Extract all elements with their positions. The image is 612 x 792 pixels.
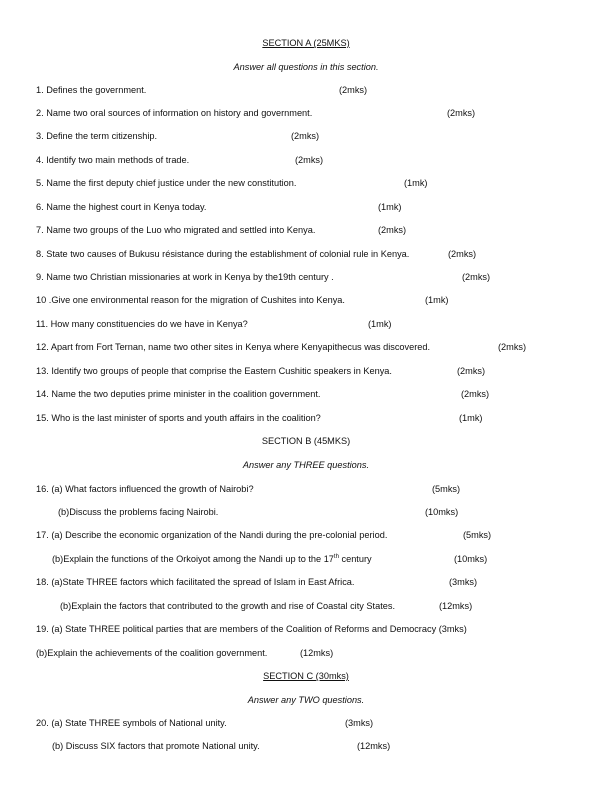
question-4: 4. Identify two main methods of trade. <box>36 155 190 165</box>
question-5-marks: (1mk) <box>404 178 428 188</box>
question-15: 15. Who is the last minister of sports and youth affairs in the coalition? <box>36 413 321 423</box>
question-14: 14. Name the two deputies prime minister in the coalition government. <box>36 389 321 399</box>
question-1-marks: (2mks) <box>339 85 368 95</box>
question-18b: (b)Explain the factors that contributed to the growth and rise of Coastal city States. <box>60 601 396 611</box>
section-b-title: SECTION B (45MKS) <box>261 436 351 446</box>
question-9: 9. Name two Christian missionaries at work in Kenya by the19th century . <box>36 272 334 282</box>
section-b-instruction: Answer any THREE questions. <box>242 460 370 470</box>
question-13: 13. Identify two groups of people that comprise the Eastern Cushitic speakers in Kenya. <box>36 366 392 376</box>
question-17b: (b)Explain the functions of the Orkoiyot among the Nandi up to the 17th century <box>52 553 372 564</box>
question-15-marks: (1mk) <box>459 413 483 423</box>
question-9-marks: (2mks) <box>462 272 491 282</box>
question-6-marks: (1mk) <box>378 202 402 212</box>
question-20a-marks: (3mks) <box>345 718 374 728</box>
question-16a-marks: (5mks) <box>432 484 461 494</box>
question-20a: 20. (a) State THREE symbols of National unity. <box>36 718 227 728</box>
question-8: 8. State two causes of Bukusu résistance during the establishment of colonial rule in Kenya. <box>36 249 410 259</box>
question-7: 7. Name two groups of the Luo who migrated and settled into Kenya. <box>36 225 316 235</box>
section-a-instruction: Answer all questions in this section. <box>233 62 379 72</box>
question-17b-marks: (10mks) <box>454 554 488 564</box>
question-18b-marks: (12mks) <box>439 601 473 611</box>
question-3-marks: (2mks) <box>291 131 320 141</box>
question-16b: (b)Discuss the problems facing Nairobi. <box>58 507 219 517</box>
section-c-instruction: Answer any TWO questions. <box>247 695 365 705</box>
section-c-title: SECTION C (30mks) <box>263 671 349 681</box>
question-10-marks: (1mk) <box>425 295 449 305</box>
question-18a-marks: (3mks) <box>449 577 478 587</box>
question-20b: (b) Discuss SIX factors that promote National unity. <box>52 741 260 751</box>
question-2: 2. Name two oral sources of information on history and government. <box>36 108 313 118</box>
question-17a: 17. (a) Describe the economic organization of the Nandi during the pre-colonial period. <box>36 530 388 540</box>
question-17a-marks: (5mks) <box>463 530 492 540</box>
section-a-title: SECTION A (25MKS) <box>262 38 350 48</box>
question-19a: 19. (a) State THREE political parties that are members of the Coalition of Reforms and Democracy (3mks) <box>36 624 467 634</box>
question-6: 6. Name the highest court in Kenya today. <box>36 202 207 212</box>
question-13-marks: (2mks) <box>457 366 486 376</box>
question-7-marks: (2mks) <box>378 225 407 235</box>
question-1: 1. Defines the government. <box>36 85 147 95</box>
question-4-marks: (2mks) <box>295 155 324 165</box>
question-12: 12. Apart from Fort Ternan, name two other sites in Kenya where Kenyapithecus was discovered. <box>36 342 431 352</box>
question-16a: 16. (a) What factors influenced the growth of Nairobi? <box>36 484 254 494</box>
superscript-th: th <box>333 553 339 560</box>
question-19b-marks: (12mks) <box>300 648 334 658</box>
question-20b-marks: (12mks) <box>357 741 391 751</box>
question-19b: (b)Explain the achievements of the coalition government. <box>36 648 268 658</box>
question-11: 11. How many constituencies do we have in Kenya? <box>36 319 248 329</box>
question-14-marks: (2mks) <box>461 389 490 399</box>
question-12-marks: (2mks) <box>498 342 527 352</box>
question-2-marks: (2mks) <box>447 108 476 118</box>
question-8-marks: (2mks) <box>448 249 477 259</box>
question-16b-marks: (10mks) <box>425 507 459 517</box>
question-5: 5. Name the first deputy chief justice under the new constitution. <box>36 178 297 188</box>
question-18a: 18. (a)State THREE factors which facilitated the spread of Islam in East Africa. <box>36 577 355 587</box>
question-10: 10 .Give one environmental reason for the migration of Cushites into Kenya. <box>36 295 345 305</box>
question-11-marks: (1mk) <box>368 319 392 329</box>
question-3: 3. Define the term citizenship. <box>36 131 158 141</box>
